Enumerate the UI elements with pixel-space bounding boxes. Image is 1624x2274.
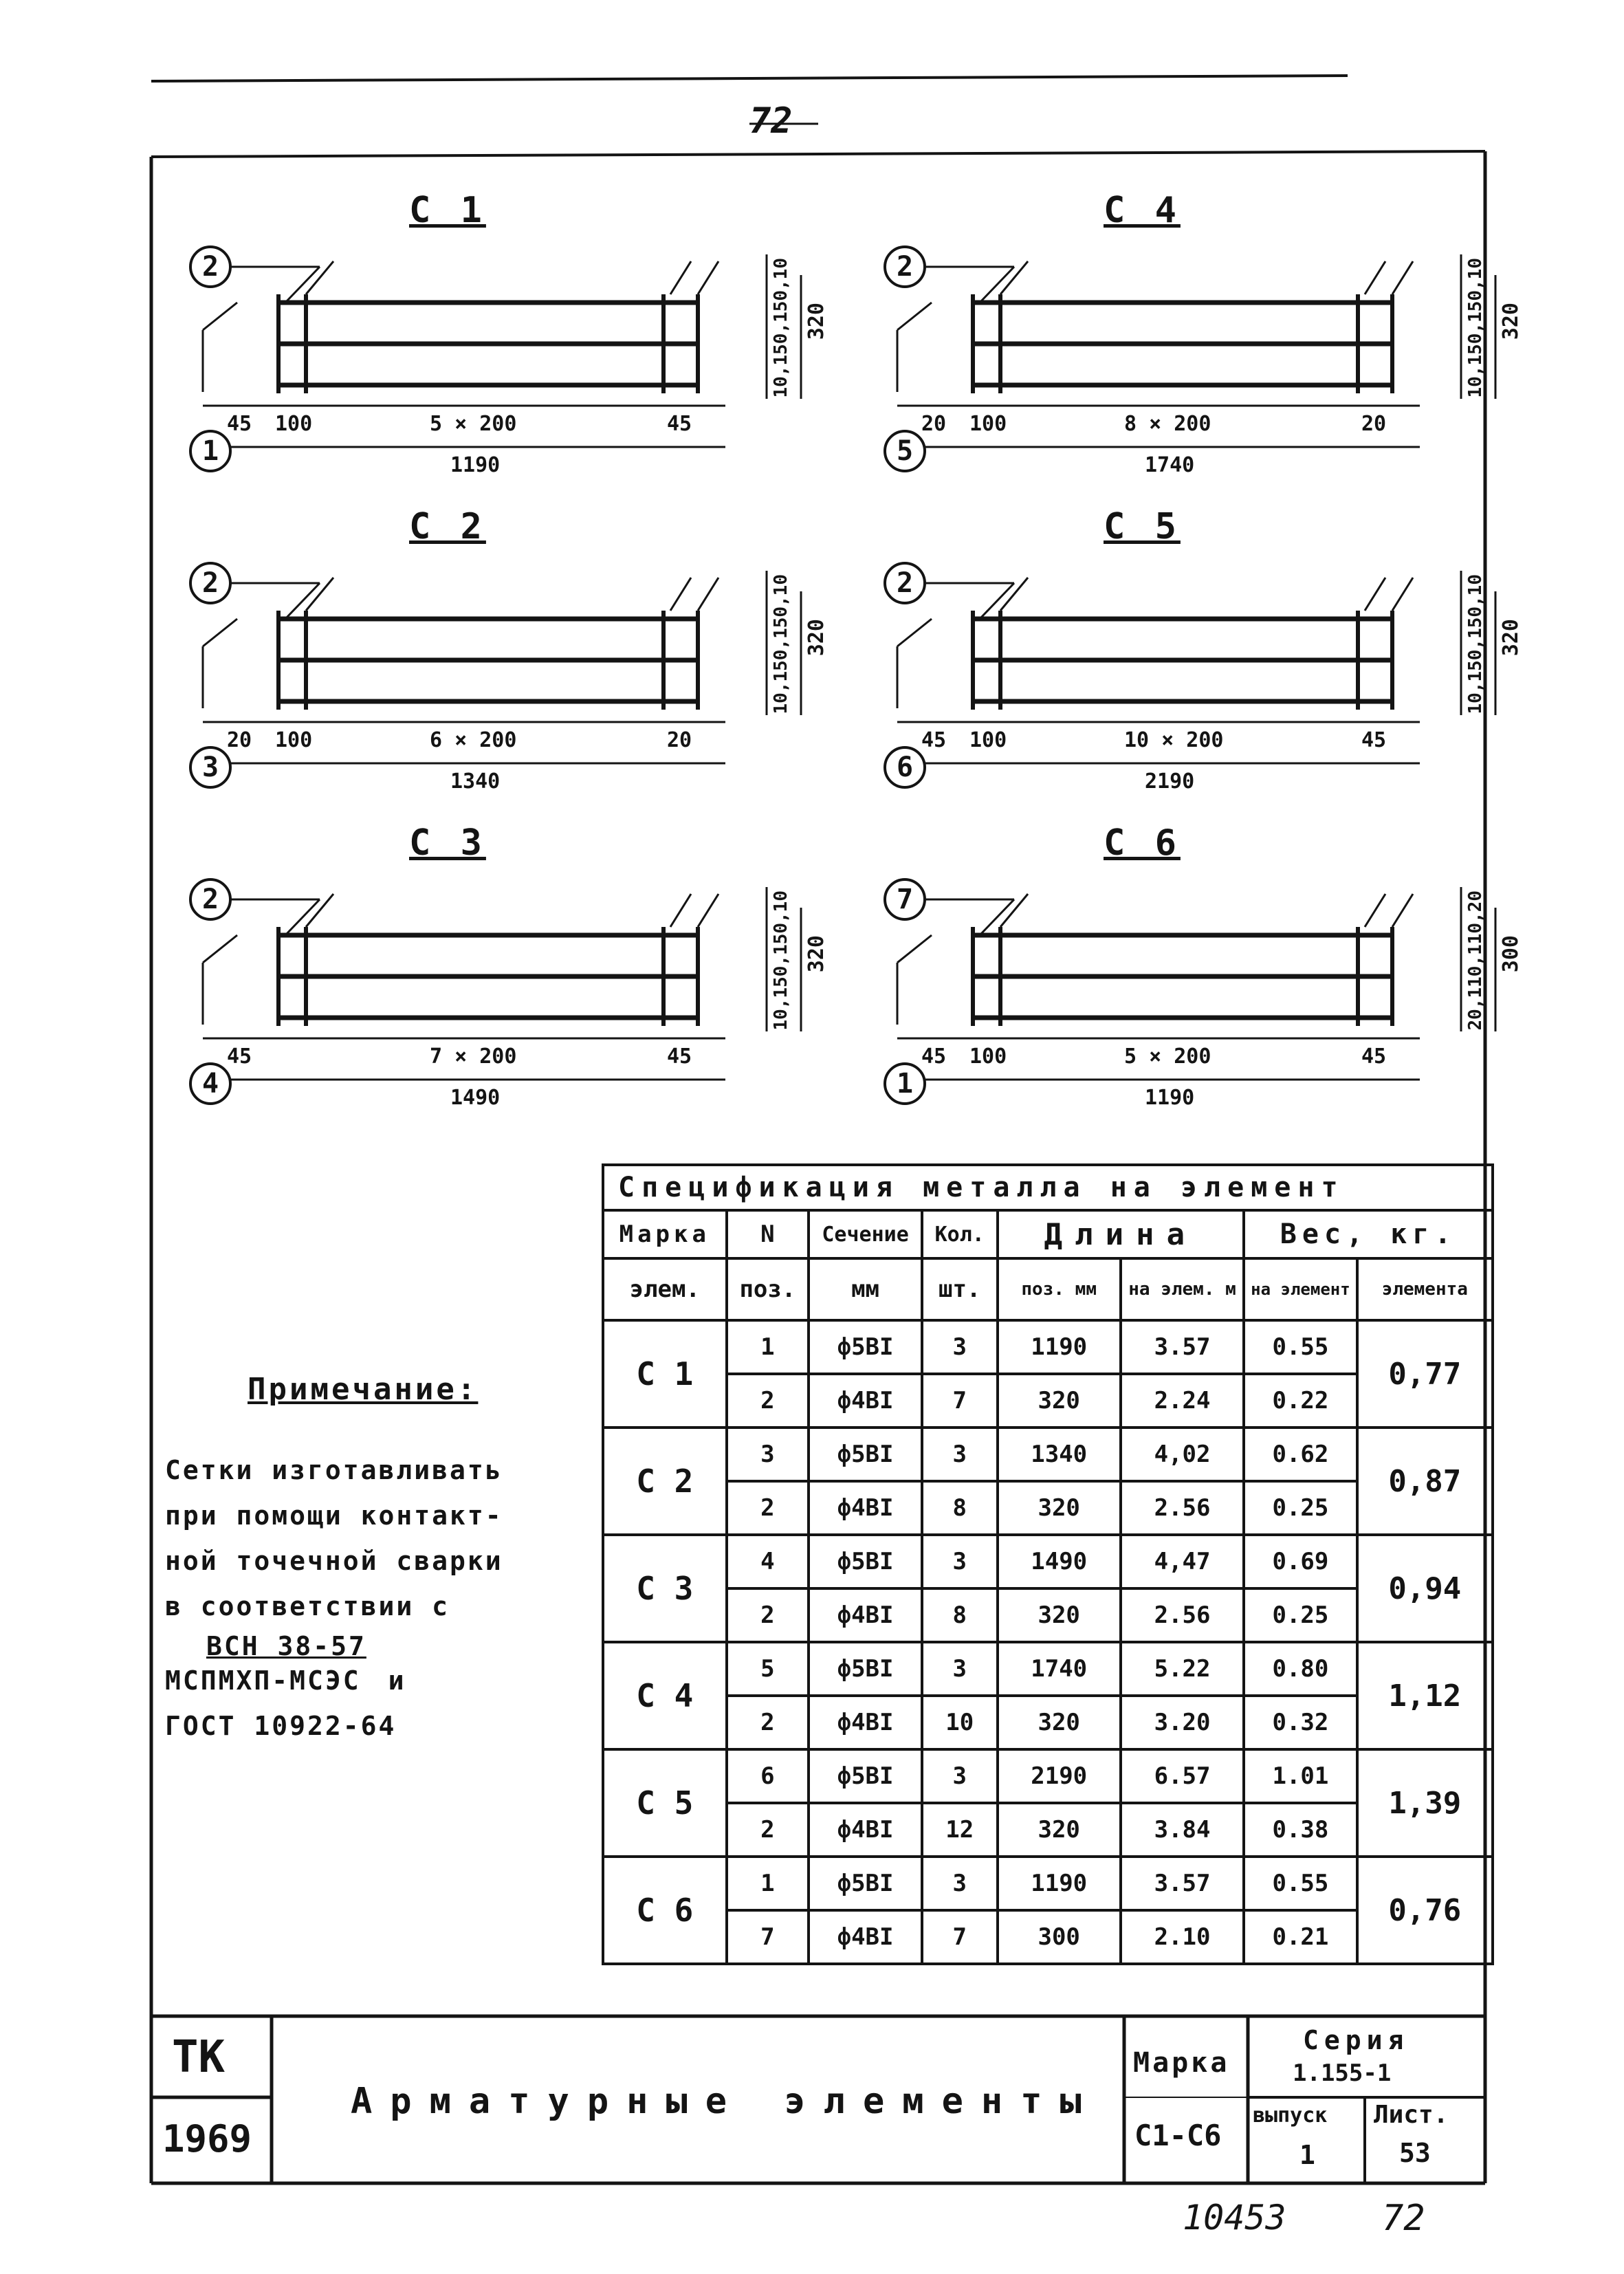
dim-left: 20 bbox=[921, 412, 947, 436]
cell-section: ф4ВI bbox=[809, 1910, 922, 1964]
cell-quantity: 3 bbox=[922, 1535, 998, 1588]
note-line-4: в соответствии с bbox=[165, 1591, 450, 1621]
note-line-7: и bbox=[388, 1665, 406, 1696]
node-marker-top: 2 bbox=[189, 245, 232, 288]
cell-section: ф4ВI bbox=[809, 1481, 922, 1535]
cell-length-pos: 320 bbox=[998, 1374, 1121, 1428]
cell-weight-element: 0.69 bbox=[1244, 1535, 1357, 1588]
spec-title: Спецификация металла на элемент bbox=[603, 1165, 1493, 1210]
spec-header-n2: поз. bbox=[727, 1258, 809, 1320]
cell-mark: С 3 bbox=[603, 1535, 727, 1642]
cell-length-pos: 1190 bbox=[998, 1320, 1121, 1374]
dim-main: 5 × 200 bbox=[430, 412, 517, 436]
dim-second: 100 bbox=[969, 728, 1007, 752]
title-block-issue-label: выпуск bbox=[1253, 2103, 1328, 2128]
dim-left: 45 bbox=[921, 728, 947, 752]
node-marker-bottom: 3 bbox=[189, 746, 232, 789]
dim-total: 1490 bbox=[450, 1086, 501, 1110]
mesh-title: С 4 bbox=[1104, 190, 1181, 231]
dim-second: 100 bbox=[275, 412, 313, 436]
dim-main: 6 × 200 bbox=[430, 728, 517, 752]
node-marker-top: 2 bbox=[189, 878, 232, 921]
cell-position: 2 bbox=[727, 1374, 809, 1428]
dim-main: 7 × 200 bbox=[430, 1045, 517, 1069]
cell-length-pos: 1490 bbox=[998, 1535, 1121, 1588]
cell-position: 2 bbox=[727, 1588, 809, 1642]
cell-weight-total: 0,77 bbox=[1357, 1320, 1493, 1428]
dim-right: 20 bbox=[1361, 412, 1387, 436]
cell-length-pos: 320 bbox=[998, 1481, 1121, 1535]
cell-quantity: 10 bbox=[922, 1696, 998, 1749]
cell-length-element: 2.24 bbox=[1121, 1374, 1244, 1428]
dim-height: 320 bbox=[1499, 619, 1523, 657]
cell-quantity: 7 bbox=[922, 1374, 998, 1428]
cell-length-pos: 1190 bbox=[998, 1857, 1121, 1910]
cell-mark: С 2 bbox=[603, 1428, 727, 1535]
note-heading: Примечание: bbox=[248, 1372, 479, 1407]
dim-main: 5 × 200 bbox=[1124, 1045, 1211, 1069]
cell-length-element: 2.56 bbox=[1121, 1481, 1244, 1535]
cell-quantity: 3 bbox=[922, 1749, 998, 1803]
cell-quantity: 7 bbox=[922, 1910, 998, 1964]
cell-position: 1 bbox=[727, 1857, 809, 1910]
spec-header-qty2: шт. bbox=[922, 1258, 998, 1320]
dim-second: 100 bbox=[969, 412, 1007, 436]
title-block-series-value: 1.155-1 bbox=[1293, 2059, 1392, 2087]
dim-second: 100 bbox=[969, 1045, 1007, 1069]
dim-left: 45 bbox=[227, 412, 252, 436]
cell-position: 7 bbox=[727, 1910, 809, 1964]
node-marker-bottom: 4 bbox=[189, 1062, 232, 1105]
cell-length-element: 3.20 bbox=[1121, 1696, 1244, 1749]
cell-weight-element: 0.25 bbox=[1244, 1481, 1357, 1535]
spec-header-len-el: на элем. м bbox=[1121, 1258, 1244, 1320]
dim-right: 45 bbox=[1361, 728, 1387, 752]
dim-total: 1340 bbox=[450, 769, 501, 794]
cell-weight-total: 0,94 bbox=[1357, 1535, 1493, 1642]
dim-right: 45 bbox=[667, 1045, 692, 1069]
dim-vertical-split: 10,150,150,10 bbox=[771, 890, 791, 1031]
cell-section: ф4ВI bbox=[809, 1374, 922, 1428]
cell-length-pos: 320 bbox=[998, 1803, 1121, 1857]
cell-length-element: 3.84 bbox=[1121, 1803, 1244, 1857]
cell-length-element: 2.56 bbox=[1121, 1588, 1244, 1642]
title-block-mark-label: Марка bbox=[1133, 2047, 1230, 2079]
title-block-sheet-label: Лист. bbox=[1374, 2101, 1449, 2129]
node-marker-top: 7 bbox=[884, 878, 926, 921]
spec-header-mark: Марка bbox=[603, 1210, 727, 1258]
spec-header-len-pos: поз. мм bbox=[998, 1258, 1121, 1320]
footer-page-number: 72 bbox=[1382, 2198, 1425, 2239]
spec-header-section2: мм bbox=[809, 1258, 922, 1320]
node-marker-bottom: 6 bbox=[884, 746, 926, 789]
cell-position: 2 bbox=[727, 1481, 809, 1535]
cell-length-element: 3.57 bbox=[1121, 1320, 1244, 1374]
title-block-issue-value: 1 bbox=[1299, 2140, 1315, 2170]
spec-header-w-total: элемента bbox=[1357, 1258, 1493, 1320]
mesh-title: С 3 bbox=[409, 822, 486, 864]
dim-main: 8 × 200 bbox=[1124, 412, 1211, 436]
cell-section: ф5ВI bbox=[809, 1642, 922, 1696]
dim-vertical-split: 10,150,150,10 bbox=[1465, 258, 1486, 398]
dim-second: 100 bbox=[275, 728, 313, 752]
cell-quantity: 3 bbox=[922, 1642, 998, 1696]
dim-height: 320 bbox=[1499, 303, 1523, 340]
cell-position: 6 bbox=[727, 1749, 809, 1803]
dim-left: 45 bbox=[921, 1045, 947, 1069]
node-marker-bottom: 5 bbox=[884, 430, 926, 472]
dim-vertical-split: 10,150,150,10 bbox=[771, 258, 791, 398]
cell-section: ф5ВI bbox=[809, 1535, 922, 1588]
title-block-sheet-value: 53 bbox=[1399, 2138, 1431, 2168]
cell-weight-element: 0.80 bbox=[1244, 1642, 1357, 1696]
cell-weight-total: 0,87 bbox=[1357, 1428, 1493, 1535]
spec-header-mark2: элем. bbox=[603, 1258, 727, 1320]
cell-length-element: 3.57 bbox=[1121, 1857, 1244, 1910]
cell-position: 1 bbox=[727, 1320, 809, 1374]
dim-right: 20 bbox=[667, 728, 692, 752]
cell-quantity: 12 bbox=[922, 1803, 998, 1857]
footer-stamp-number: 10453 bbox=[1183, 2198, 1286, 2238]
dim-right: 45 bbox=[667, 412, 692, 436]
cell-mark: С 4 bbox=[603, 1642, 727, 1749]
dim-height: 320 bbox=[804, 303, 829, 340]
cell-position: 2 bbox=[727, 1696, 809, 1749]
cell-weight-element: 0.55 bbox=[1244, 1320, 1357, 1374]
cell-weight-total: 1,12 bbox=[1357, 1642, 1493, 1749]
cell-length-pos: 300 bbox=[998, 1910, 1121, 1964]
cell-weight-total: 1,39 bbox=[1357, 1749, 1493, 1857]
cell-position: 2 bbox=[727, 1803, 809, 1857]
cell-weight-element: 0.62 bbox=[1244, 1428, 1357, 1481]
spec-header-section: Сечение bbox=[809, 1210, 922, 1258]
cell-weight-element: 0.22 bbox=[1244, 1374, 1357, 1428]
spec-header-w-el: на элемент bbox=[1244, 1258, 1357, 1320]
cell-mark: С 5 bbox=[603, 1749, 727, 1857]
dim-height: 300 bbox=[1499, 935, 1523, 973]
cell-mark: С 6 bbox=[603, 1857, 727, 1964]
spec-header-weight: Вес, кг. bbox=[1244, 1210, 1493, 1258]
mesh-title: С 1 bbox=[409, 190, 486, 231]
cell-quantity: 3 bbox=[922, 1428, 998, 1481]
title-block-mark-value: С1-С6 bbox=[1134, 2119, 1222, 2152]
node-marker-top: 2 bbox=[189, 562, 232, 604]
spec-header-length: Длина bbox=[998, 1210, 1244, 1258]
node-marker-bottom: 1 bbox=[189, 430, 232, 472]
dim-main: 10 × 200 bbox=[1124, 728, 1224, 752]
dim-left: 20 bbox=[227, 728, 252, 752]
cell-weight-element: 0.32 bbox=[1244, 1696, 1357, 1749]
cell-section: ф5ВI bbox=[809, 1749, 922, 1803]
dim-vertical-split: 20,110,110,20 bbox=[1465, 890, 1486, 1031]
cell-length-pos: 1340 bbox=[998, 1428, 1121, 1481]
cell-length-pos: 2190 bbox=[998, 1749, 1121, 1803]
cell-weight-element: 1.01 bbox=[1244, 1749, 1357, 1803]
note-line-6: МСПМХП-МСЭС bbox=[165, 1665, 361, 1696]
cell-length-element: 2.10 bbox=[1121, 1910, 1244, 1964]
note-line-2: при помощи контакт- bbox=[165, 1500, 503, 1531]
cell-quantity: 3 bbox=[922, 1320, 998, 1374]
title-block-org: ТК bbox=[172, 2032, 226, 2083]
cell-position: 4 bbox=[727, 1535, 809, 1588]
cell-quantity: 8 bbox=[922, 1588, 998, 1642]
dim-vertical-split: 10,150,150,10 bbox=[1465, 574, 1486, 714]
node-marker-top: 2 bbox=[884, 245, 926, 288]
title-block-year: 1969 bbox=[162, 2117, 252, 2161]
cell-weight-element: 0.21 bbox=[1244, 1910, 1357, 1964]
note-line-1: Сетки изготавливать bbox=[165, 1455, 503, 1485]
cell-quantity: 8 bbox=[922, 1481, 998, 1535]
cell-length-element: 4,47 bbox=[1121, 1535, 1244, 1588]
mesh-title: С 2 bbox=[409, 506, 486, 547]
note-line-5: ВСН 38-57 bbox=[206, 1631, 366, 1661]
mesh-title: С 5 bbox=[1104, 506, 1181, 547]
dim-total: 1740 bbox=[1145, 453, 1195, 477]
page-number-top: 72 bbox=[749, 100, 793, 142]
node-marker-top: 2 bbox=[884, 562, 926, 604]
cell-section: ф4ВI bbox=[809, 1696, 922, 1749]
spec-header-qty: Кол. bbox=[922, 1210, 998, 1258]
dim-total: 2190 bbox=[1145, 769, 1195, 794]
cell-section: ф4ВI bbox=[809, 1803, 922, 1857]
cell-quantity: 3 bbox=[922, 1857, 998, 1910]
cell-length-pos: 1740 bbox=[998, 1642, 1121, 1696]
dim-right: 45 bbox=[1361, 1045, 1387, 1069]
cell-weight-element: 0.25 bbox=[1244, 1588, 1357, 1642]
cell-length-pos: 320 bbox=[998, 1588, 1121, 1642]
dim-height: 320 bbox=[804, 619, 829, 657]
cell-length-element: 4,02 bbox=[1121, 1428, 1244, 1481]
cell-length-element: 6.57 bbox=[1121, 1749, 1244, 1803]
node-marker-bottom: 1 bbox=[884, 1062, 926, 1105]
dim-vertical-split: 10,150,150,10 bbox=[771, 574, 791, 714]
note-line-3: ной точечной сварки bbox=[165, 1546, 503, 1576]
dim-height: 320 bbox=[804, 935, 829, 973]
note-line-8: ГОСТ 10922-64 bbox=[165, 1711, 397, 1741]
spec-header-n: N bbox=[727, 1210, 809, 1258]
cell-section: ф5ВI bbox=[809, 1320, 922, 1374]
mesh-title: С 6 bbox=[1104, 822, 1181, 864]
cell-position: 3 bbox=[727, 1428, 809, 1481]
cell-length-element: 5.22 bbox=[1121, 1642, 1244, 1696]
dim-left: 45 bbox=[227, 1045, 252, 1069]
dim-total: 1190 bbox=[450, 453, 501, 477]
title-block-title: Арматурные элементы bbox=[351, 2081, 1099, 2122]
cell-position: 5 bbox=[727, 1642, 809, 1696]
dim-total: 1190 bbox=[1145, 1086, 1195, 1110]
cell-section: ф4ВI bbox=[809, 1588, 922, 1642]
cell-section: ф5ВI bbox=[809, 1428, 922, 1481]
cell-weight-total: 0,76 bbox=[1357, 1857, 1493, 1964]
cell-mark: С 1 bbox=[603, 1320, 727, 1428]
title-block-series-label: Серия bbox=[1303, 2025, 1409, 2055]
cell-weight-element: 0.38 bbox=[1244, 1803, 1357, 1857]
cell-length-pos: 320 bbox=[998, 1696, 1121, 1749]
cell-section: ф5ВI bbox=[809, 1857, 922, 1910]
cell-weight-element: 0.55 bbox=[1244, 1857, 1357, 1910]
